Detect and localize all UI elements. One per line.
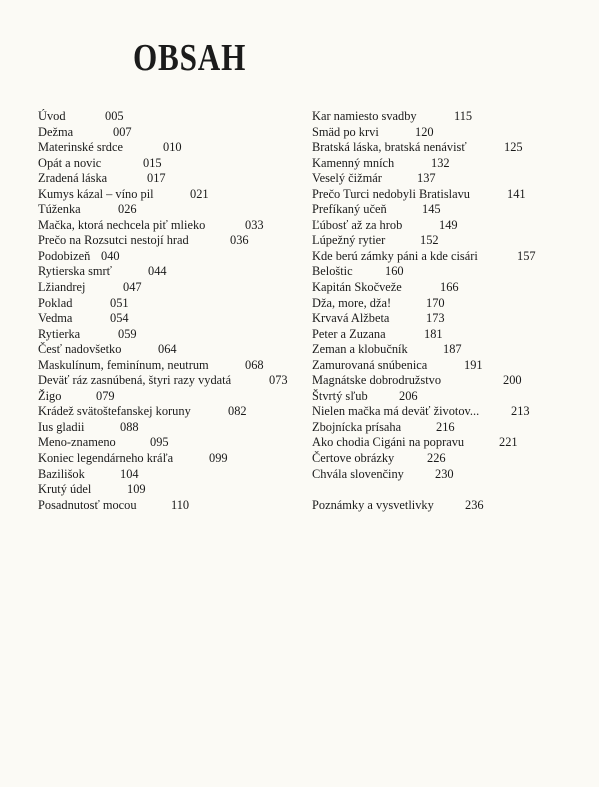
toc-entry[interactable] — [312, 389, 572, 405]
toc-entry-page: 051 — [110, 295, 129, 310]
toc-entry-title: Ako chodia Cigáni na popravu — [312, 435, 465, 450]
toc-entry[interactable] — [312, 358, 572, 374]
toc-entry-page: 141 — [507, 186, 526, 201]
toc-entry-title: Prefíkaný učeň — [312, 202, 387, 217]
toc-entry[interactable] — [38, 389, 298, 405]
toc-entry[interactable] — [38, 187, 298, 203]
toc-entry[interactable] — [312, 311, 572, 327]
toc-entry-title: Peter a Zuzana — [312, 326, 386, 341]
toc-entry-page: 157 — [517, 248, 536, 263]
toc-entry-page: 054 — [110, 311, 129, 326]
toc-entry[interactable] — [312, 373, 572, 389]
toc-entry[interactable] — [312, 218, 572, 234]
toc-entry[interactable] — [312, 435, 572, 451]
toc-entry[interactable] — [38, 358, 298, 374]
toc-entry[interactable] — [38, 373, 298, 389]
toc-entry[interactable] — [38, 264, 298, 280]
toc-entry-title: Úvod — [38, 109, 66, 123]
toc-column-left — [38, 109, 298, 513]
toc-entry-title: Rytierka — [38, 326, 81, 341]
toc-entry[interactable] — [38, 296, 298, 312]
toc-entry-page: 152 — [420, 233, 439, 248]
toc-entry-page: 216 — [436, 419, 455, 434]
toc-entry-page: 017 — [147, 171, 166, 186]
toc-entry-title: Posadnutosť mocou — [38, 497, 137, 512]
toc-entry-page: 044 — [148, 264, 167, 279]
toc-entry-title: Ľúbosť až za hrob — [312, 217, 403, 232]
toc-entry-title: Kde berú zámky páni a kde cisári — [312, 248, 478, 263]
toc-entry[interactable] — [312, 140, 572, 156]
toc-entry-title: Maskulínum, feminínum, neutrum — [38, 357, 209, 372]
toc-entry-page: 173 — [426, 311, 445, 326]
toc-entry-title: Beloštic — [312, 264, 353, 279]
toc-entry-page: 206 — [399, 388, 418, 403]
toc-entry[interactable] — [38, 218, 298, 234]
toc-entry[interactable] — [38, 140, 298, 156]
toc-entry[interactable] — [38, 156, 298, 172]
toc-entry[interactable] — [312, 109, 572, 125]
toc-entry-title: Česť nadovšetko — [38, 342, 122, 357]
toc-entry-title: Zamurovaná snúbenica — [312, 357, 428, 372]
toc-entry[interactable] — [38, 280, 298, 296]
toc-entry-title: Zbojnícka prísaha — [312, 419, 402, 434]
toc-entry[interactable] — [38, 342, 298, 358]
toc-entry[interactable] — [38, 202, 298, 218]
toc-entry[interactable] — [312, 404, 572, 420]
toc-entry[interactable] — [312, 280, 572, 296]
toc-entry-page: 040 — [101, 248, 120, 263]
toc-entry-page: 110 — [171, 497, 190, 512]
toc-entry[interactable] — [312, 125, 572, 141]
toc-entry-title: Prečo Turci nedobyli Bratislavu — [312, 186, 470, 201]
toc-entry-title: Magnátske dobrodružstvo — [312, 373, 442, 388]
toc-entry-title: Podobizeň — [38, 248, 91, 263]
toc-entry-title: Kapitán Skočveže — [312, 280, 402, 295]
toc-entry[interactable] — [312, 202, 572, 218]
toc-entry-page: 120 — [415, 124, 434, 139]
toc-entry-title: Chvála slovenčiny — [312, 466, 404, 481]
toc-entry-page: 059 — [118, 326, 137, 341]
toc-entry[interactable] — [312, 451, 572, 467]
toc-entry-page: 005 — [105, 109, 124, 123]
toc-entry-title: Opát a novic — [38, 155, 102, 170]
toc-entry-title: Bazilišok — [38, 466, 85, 481]
toc-entry[interactable] — [38, 311, 298, 327]
toc-entry-page: 115 — [454, 109, 473, 123]
toc-gap — [312, 482, 572, 498]
toc-entry[interactable] — [38, 233, 298, 249]
toc-entry-page: 230 — [435, 466, 454, 481]
toc-entry-page: 181 — [424, 326, 443, 341]
toc-entry[interactable] — [38, 109, 298, 125]
toc-entry-title: Poklad — [38, 295, 73, 310]
toc-entry-title: Vedma — [38, 311, 73, 326]
toc-entry[interactable] — [38, 498, 298, 514]
toc-entry[interactable] — [312, 249, 572, 265]
toc-entry-page: 088 — [120, 419, 139, 434]
toc-entry-title: Materinské srdce — [38, 140, 123, 155]
toc-entry-title: Kumys kázal – víno pil — [38, 186, 154, 201]
toc-entry-title: Štvrtý sľub — [312, 388, 368, 403]
toc-entry-title: Lúpežný rytier — [312, 233, 386, 248]
toc-entry-page: 073 — [269, 373, 288, 388]
toc-entry[interactable] — [312, 342, 572, 358]
toc-entry-page: 213 — [511, 404, 530, 419]
toc-entry-page: 079 — [96, 388, 115, 403]
toc-entry-title: Prečo na Rozsutci nestojí hrad — [38, 233, 189, 248]
toc-column-right — [312, 109, 572, 514]
toc-entry[interactable] — [38, 404, 298, 420]
toc-entry-page: 010 — [163, 140, 182, 155]
toc-entry-page: 132 — [431, 155, 450, 170]
toc-entry-page: 033 — [245, 217, 264, 232]
toc-entry-page: 221 — [499, 435, 518, 450]
toc-entry-page: 191 — [464, 357, 483, 372]
toc-entry-page: 170 — [426, 295, 445, 310]
toc-entry-page: 021 — [190, 186, 209, 201]
toc-entry[interactable] — [38, 249, 298, 265]
toc-entry-page: 236 — [465, 498, 484, 513]
toc-entry-page: 099 — [209, 451, 228, 466]
toc-entry-page: 149 — [439, 217, 458, 232]
toc-entry[interactable] — [312, 171, 572, 187]
toc-entry-page: 166 — [440, 280, 459, 295]
toc-entry-title: Poznámky a vysvetlivky — [312, 498, 434, 513]
toc-entry-page: 026 — [118, 202, 137, 217]
toc-entry[interactable] — [38, 435, 298, 451]
toc-entry-page: 109 — [127, 482, 146, 497]
toc-entry[interactable] — [312, 467, 572, 483]
toc-entry[interactable] — [312, 264, 572, 280]
toc-entry-title: Dežma — [38, 124, 74, 139]
toc-entry-page: 160 — [385, 264, 404, 279]
toc-entry-title: Krvavá Alžbeta — [312, 311, 390, 326]
toc-entry-page: 125 — [504, 140, 523, 155]
page-title: OBSAH — [133, 37, 247, 79]
toc-entry-title: Zeman a klobučník — [312, 342, 408, 357]
toc-entry-title: Bratská láska, bratská nenávisť — [312, 140, 467, 155]
toc-entry[interactable] — [38, 327, 298, 343]
toc-entry[interactable] — [38, 467, 298, 483]
toc-entry-title: Ius gladii — [38, 419, 85, 434]
toc-entry[interactable] — [38, 482, 298, 498]
toc-entry-title: Zradená láska — [38, 171, 108, 186]
toc-entry-page: 187 — [443, 342, 462, 357]
toc-entry-page: 047 — [123, 280, 142, 295]
toc-entry-title: Túženka — [38, 202, 81, 217]
toc-entry-title: Krádež svätoštefanskej koruny — [38, 404, 191, 419]
toc-entry-title: Koniec legendárneho kráľa — [38, 451, 174, 466]
toc-entry-page: 095 — [150, 435, 169, 450]
toc-entry[interactable] — [312, 498, 572, 514]
toc-entry[interactable] — [312, 156, 572, 172]
toc-entry[interactable] — [38, 125, 298, 141]
toc-entry-title: Nielen mačka má deväť životov... — [312, 404, 480, 419]
toc-entry-page: 015 — [143, 155, 162, 170]
toc-entry-page: 082 — [228, 404, 247, 419]
toc-entry-page: 104 — [120, 466, 139, 481]
toc-entry-title: Rytierska smrť — [38, 264, 112, 279]
toc-entry[interactable] — [38, 420, 298, 436]
toc-entry-title: Deväť ráz zasnúbená, štyri razy vydatá — [38, 373, 232, 388]
toc-entry-title: Krutý údel — [38, 482, 92, 497]
toc-entry-title: Dža, more, dža! — [312, 295, 392, 310]
toc-entry-title: Meno-znameno — [38, 435, 116, 450]
toc-entry-page: 200 — [503, 373, 522, 388]
toc-entry-title: Čertove obrázky — [312, 451, 395, 466]
toc-entry-title: Veselý čižmár — [312, 171, 382, 186]
toc-entry-title: Lžiandrej — [38, 280, 86, 295]
toc-entry-title: Kamenný mních — [312, 155, 395, 170]
toc-entry-page: 064 — [158, 342, 177, 357]
toc-entry[interactable] — [312, 233, 572, 249]
toc-entry-title: Žigo — [38, 388, 62, 403]
toc-entry[interactable] — [312, 420, 572, 436]
toc-entry-page: 007 — [113, 124, 132, 139]
toc-entry-page: 137 — [417, 171, 436, 186]
toc-entry[interactable] — [38, 171, 298, 187]
toc-entry[interactable] — [312, 187, 572, 203]
toc-entry-page: 145 — [422, 202, 441, 217]
toc-entry-page: 068 — [245, 357, 264, 372]
toc-entry-page: 226 — [427, 451, 446, 466]
toc-entry-title: Kar namiesto svadby — [312, 109, 417, 123]
toc-entry[interactable] — [38, 451, 298, 467]
toc-entry-page: 036 — [230, 233, 249, 248]
toc-entry-title: Mačka, ktorá nechcela piť mlieko — [38, 217, 206, 232]
toc-entry-title: Smäd po krvi — [312, 124, 379, 139]
toc-entry[interactable] — [312, 296, 572, 312]
toc-entry[interactable] — [312, 327, 572, 343]
